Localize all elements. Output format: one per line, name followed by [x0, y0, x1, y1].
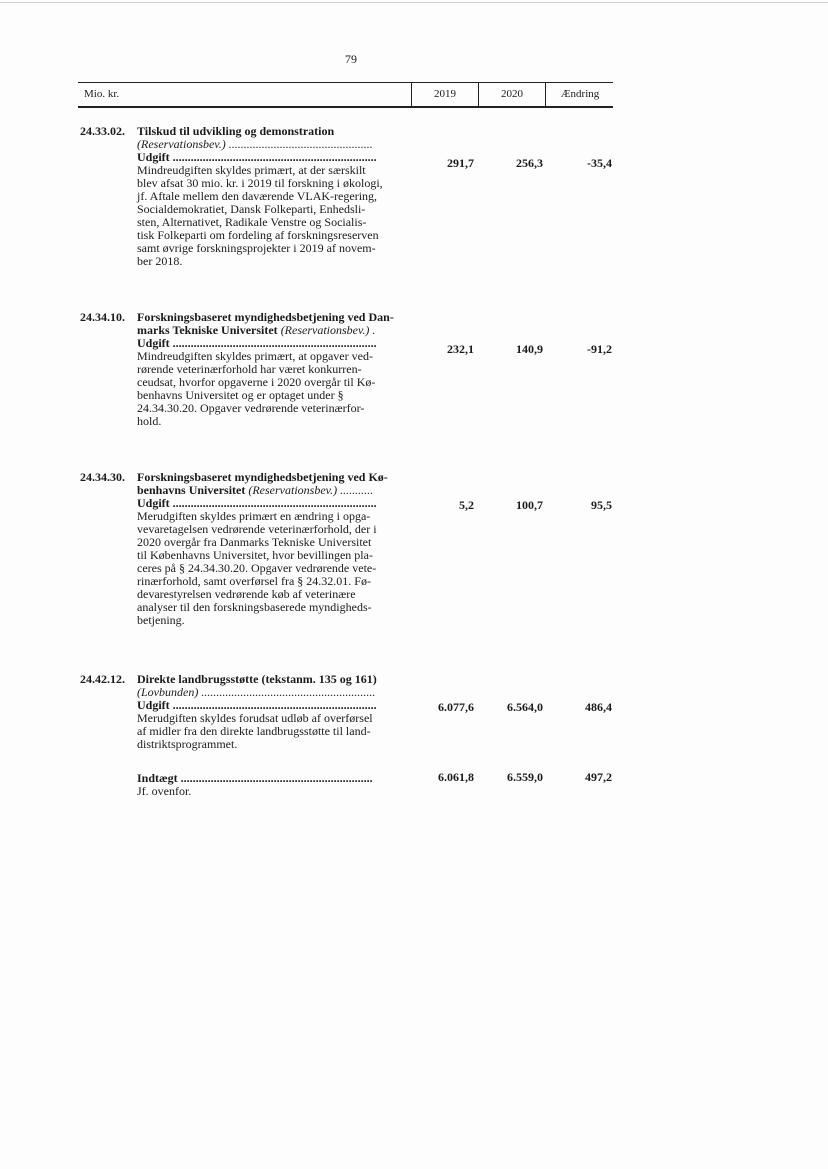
header-year-2020: 2020 [478, 82, 545, 107]
entry-subtitle: (Reservationsbev.) . [280, 323, 376, 337]
description-line: Mindreudgiften skyldes primært, at der særskilt [137, 163, 366, 177]
row-label-udgift: Udgift .................................................................... [137, 698, 377, 712]
entry-title: Forskningsbaseret myndighedsbetjening ved Kø- [137, 470, 388, 484]
entry-title: Tilskud til udvikling og demonstration [137, 124, 335, 138]
description-line: betjening. [137, 613, 185, 627]
page-number: 79 [345, 52, 357, 66]
account-code: 24.34.10. [80, 310, 125, 324]
description-line: af midler fra den direkte landbrugsstøtte til land- [137, 724, 371, 738]
value-2020: 100,7 [516, 498, 543, 512]
value-2020: 140,9 [516, 342, 543, 356]
entry-body [137, 471, 409, 627]
description-line: distriktsprogrammet. [137, 737, 238, 751]
description-line: tisk Folkeparti om fordeling af forskningsreserven [137, 228, 379, 242]
entry-title: Direkte landbrugsstøtte (tekstanm. 135 og 161) [137, 672, 377, 686]
value-change: 95,5 [591, 498, 612, 512]
entry-body [137, 311, 409, 428]
entry-subtitle: (Lovbunden) .......................................................... [137, 685, 376, 699]
value-2020: 256,3 [516, 156, 543, 170]
description-line: benhavns Universitet og er optaget under § [137, 388, 344, 402]
description-line: rinærforhold, samt overførsel fra § 24.32.01. Fø- [137, 574, 371, 588]
description-line: hold. [137, 414, 162, 428]
value-change: 486,4 [585, 700, 612, 714]
entry-description [137, 712, 409, 751]
entry-description [137, 164, 409, 268]
value-2019: 5,2 [459, 498, 474, 512]
entry-title-cont: benhavns Universitet [137, 483, 246, 497]
row-label-indtaegt: Indtægt ................................................................ [137, 771, 373, 785]
account-code: 24.42.12. [80, 672, 125, 686]
value-change: 497,2 [585, 770, 612, 784]
description-line: Socialdemokratiet, Dansk Folkeparti, Enhedsli- [137, 202, 366, 216]
description-line: blev afsat 30 mio. kr. i 2019 til forskning i økologi, [137, 176, 383, 190]
value-2019: 232,1 [447, 342, 474, 356]
row-label-udgift: Udgift .................................................................... [137, 336, 377, 350]
account-code: 24.33.02. [80, 124, 125, 138]
account-code: 24.34.30. [80, 470, 125, 484]
description-line: analyser til den forskningsbaserede myndigheds- [137, 600, 372, 614]
description-line: vevaretagelsen vedrørende veterinærforhold, der i [137, 522, 377, 536]
description-line: Mindreudgiften skyldes primært, at opgaver ved- [137, 349, 373, 363]
row-label-udgift: Udgift .................................................................... [137, 150, 377, 164]
scan-edge-line [0, 2, 828, 3]
description-line: ber 2018. [137, 254, 183, 268]
description-line: jf. Aftale mellem den daværende VLAK-regering, [137, 189, 378, 203]
row-label-udgift: Udgift .................................................................... [137, 496, 377, 510]
header-rule-bottom [78, 106, 613, 108]
description-line: ceudsat, hvorfor opgaverne i 2020 overgår til Kø- [137, 375, 376, 389]
description-line: ceres på § 24.34.30.20. Opgaver vedrørende vete- [137, 561, 377, 575]
value-2020: 6.564,0 [507, 700, 543, 714]
header-year-2019: 2019 [411, 82, 478, 107]
value-2019: 6.061,8 [438, 770, 474, 784]
description-line: sten, Alternativet, Radikale Venstre og Socialis- [137, 215, 367, 229]
value-2020: 6.559,0 [507, 770, 543, 784]
description-line: rørende veterinærforhold har været konkurren- [137, 362, 362, 376]
header-change: Ændring [545, 82, 614, 107]
entry-description [137, 510, 409, 627]
description-line: til Københavns Universitet, hvor bevillingen pla- [137, 548, 373, 562]
table-header [78, 82, 613, 107]
header-unit-label: Mio. kr. [84, 88, 120, 100]
entry-body [137, 125, 409, 268]
entry-subtitle: (Reservationsbev.) ........... [248, 483, 374, 497]
description-line: devarestyrelsen vedrørende køb af veterinære [137, 587, 356, 601]
description-line: samt øvrige forskningsprojekter i 2019 af novem- [137, 241, 376, 255]
entry-description [137, 350, 409, 428]
entry-title: Forskningsbaseret myndighedsbetjening ved Dan- [137, 310, 394, 324]
entry-subtitle: (Reservationsbev.) ................................................ [137, 137, 373, 151]
description-line: Jf. ovenfor. [137, 784, 192, 798]
description-line: Merudgiften skyldes primært en ændring i opga- [137, 509, 371, 523]
value-2019: 291,7 [447, 156, 474, 170]
value-2019: 6.077,6 [438, 700, 474, 714]
value-change: -35,4 [587, 156, 612, 170]
description-line: Merudgiften skyldes forudsat udløb af overførsel [137, 711, 373, 725]
description-line: 24.34.30.20. Opgaver vedrørende veterinærfor- [137, 401, 365, 415]
description-line: 2020 overgår fra Danmarks Tekniske Universitet [137, 535, 372, 549]
entry-body [137, 673, 409, 798]
value-change: -91,2 [587, 342, 612, 356]
entry-title-cont: marks Tekniske Universitet [137, 323, 278, 337]
